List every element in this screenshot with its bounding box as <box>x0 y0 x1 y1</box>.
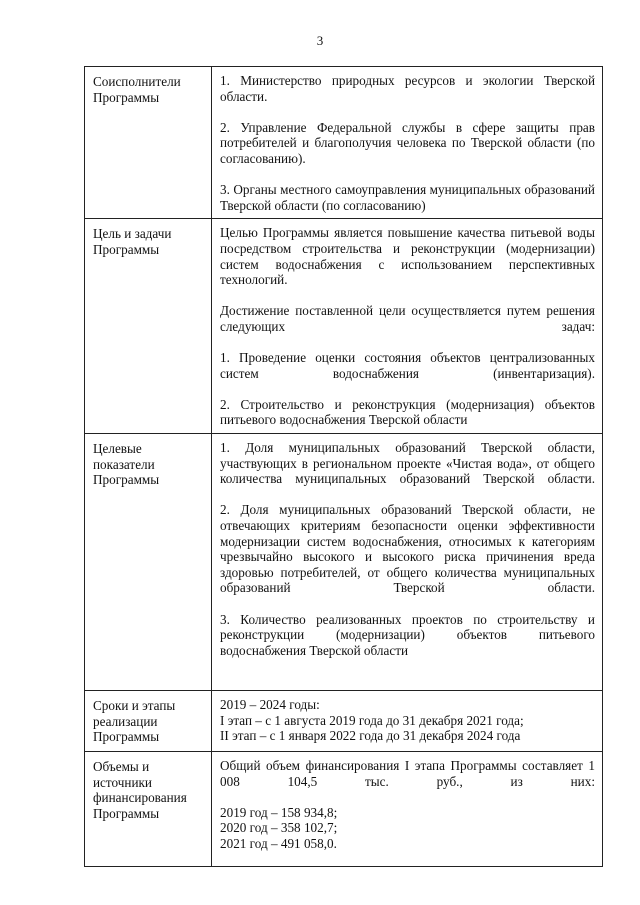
row-paragraph: 3. Количество реализованных проектов по строительству и реконструкции (модернизации) объектов питьевого водоснабжения Тверской области <box>220 611 595 658</box>
row-label: Цель и задачи Программы <box>85 219 212 434</box>
row-paragraph: I этап – с 1 августа 2019 года до 31 декабря 2021 года; <box>220 712 524 728</box>
row-paragraph: 2019 – 2024 годы: <box>220 697 320 713</box>
row-paragraph: 1. Проведение оценки состояния объектов централизованных систем водоснабжения (инвентаризация). <box>220 350 595 381</box>
row-value <box>212 752 603 867</box>
row-paragraph: 2. Управление Федеральной службы в сфере защиты прав потребителей и благополучия человека по Тверской области (по согласованию). <box>220 119 595 166</box>
row-paragraph: Общий объем финансирования I этапа Программы составляет 1 008 104,5 тыс. руб., из них: <box>220 758 595 789</box>
row-paragraph: II этап – с 1 января 2022 года до 31 декабря 2024 года <box>220 728 521 744</box>
row-value <box>212 67 603 219</box>
program-passport-table <box>84 66 603 867</box>
row-paragraph: 2. Строительство и реконструкция (модернизация) объектов питьевого водоснабжения Тверской области <box>220 396 595 428</box>
row-paragraph: 2019 год – 158 934,8; <box>220 804 338 820</box>
row-paragraph: 2020 год – 358 102,7; <box>220 820 338 836</box>
row-paragraph: 3. Органы местного самоуправления муниципальных образований Тверской области (по согласованию) <box>220 182 595 213</box>
row-paragraph: 2. Доля муниципальных образований Тверской области, не отвечающих критериям безопасности оценки эффективности модернизации систем водоснабжения, относимых к категориям чрезвычайно высокого и высокого риска причинения вреда здоровью потребителей, от общего количества муниципальных образований Тверской области. <box>220 502 595 596</box>
row-paragraph: Целью Программы является повышение качества питьевой воды посредством строительства и реконструкции (модернизации) систем водоснабжения с использованием перспективных технологий. <box>220 225 595 288</box>
row-label: Соисполнители Программы <box>85 67 212 219</box>
table-row <box>85 434 603 691</box>
row-label: Сроки и этапы реализации Программы <box>85 691 212 752</box>
row-paragraph: 1. Министерство природных ресурсов и экологии Тверской области. <box>220 73 595 104</box>
row-value <box>212 219 603 434</box>
row-label: Целевые показатели Программы <box>85 434 212 691</box>
table-row <box>85 691 603 752</box>
table-row <box>85 752 603 867</box>
row-paragraph: 2021 год – 491 058,0. <box>220 836 337 852</box>
row-label: Объемы и источники финансирования Программы <box>85 752 212 867</box>
table-row <box>85 219 603 434</box>
row-paragraph: 1. Доля муниципальных образований Тверской области, участвующих в региональном проекте «Чистая вода», от общего количества муниципальных образований Тверской области. <box>220 440 595 487</box>
row-value <box>212 434 603 691</box>
row-paragraph: Достижение поставленной цели осуществляется путем решения следующих задач: <box>220 303 595 334</box>
table-row <box>85 67 603 219</box>
row-value <box>212 691 603 752</box>
page-number: 3 <box>316 33 324 48</box>
